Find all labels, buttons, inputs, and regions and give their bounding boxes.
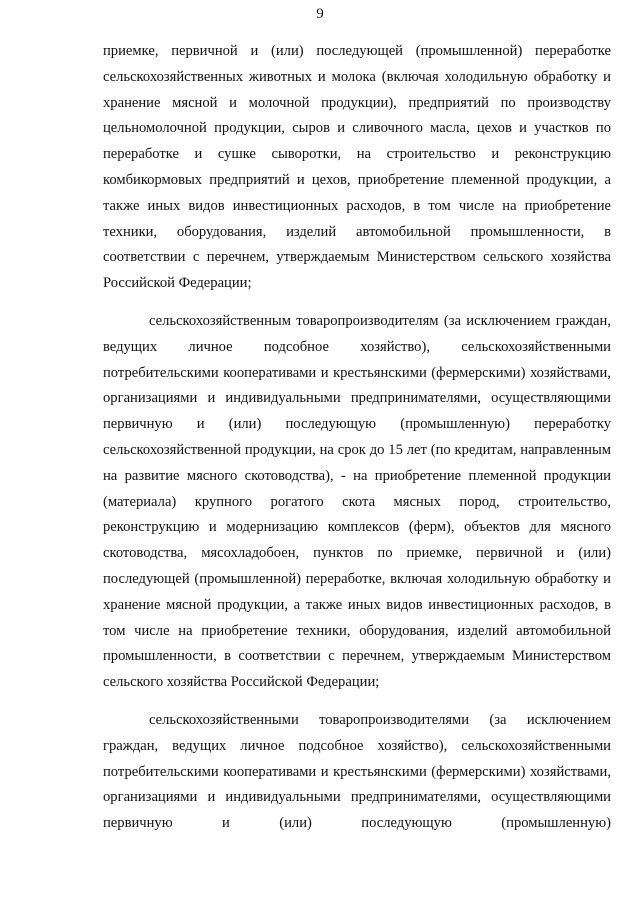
page-number: 9 (316, 6, 324, 22)
paragraph-continuation: приемке, первичной и (или) последующей (промышленной) переработке сельскохозяйственных животных и молока (включая холодильную обработку и хранение мясной и молочной продукции), предприятий по производству цельномолочной продукции, сыров и сливочного масла, цехов и участков по переработке и сушке сыворотки, на строительство и реконструкцию комбикормовых предприятий и цехов, приобретение племенной продукции, а также иных видов инвестиционных расходов, в том числе на приобретение техники, оборудования, изделий автомобильной промышленности, в соответствии с перечнем, утверждаемым Министерством сельского хозяйства Российской Федерации; (103, 43, 611, 292)
paragraph-beef-cattle-credits: сельскохозяйственным товаропроизводителям (за исключением граждан, ведущих личное подсобное хозяйство), сельскохозяйственными потребительскими кооперативами и крестьянскими (фермерскими) хозяйствами, организациями и индивидуальными предпринимателями, осуществляющими первичную и (или) последующую (промышленную) переработку сельскохозяйственной продукции, на срок до 15 лет (по кредитам, направленным на развитие мясного скотоводства), - на приобретение племенной продукции (материала) крупного рогатого скота мясных пород, строительство, реконструкцию и модернизацию комплексов (ферм), объектов для мясного скотоводства, мясохладобоен, пунктов по приемке, первичной и (или) последующей (промышленной) переработке, включая холодильную обработку и хранение мясной продукции, а также иных видов инвестиционных расходов, в том числе на приобретение техники, оборудования, изделий автомобильной промышленности, в соответствии с перечнем, утверждаемым Министерством сельского хозяйства Российской Федерации; (103, 312, 611, 691)
paragraph-processing-credits: сельскохозяйственными товаропроизводителями (за исключением граждан, ведущих личное подсобное хозяйство), сельскохозяйственными потребительскими кооперативами и крестьянскими (фермерскими) хозяйствами, организациями и индивидуальными предпринимателями, осуществляющими первичную и (или) последующую (промышленную) (103, 711, 611, 832)
document-body (103, 39, 611, 837)
